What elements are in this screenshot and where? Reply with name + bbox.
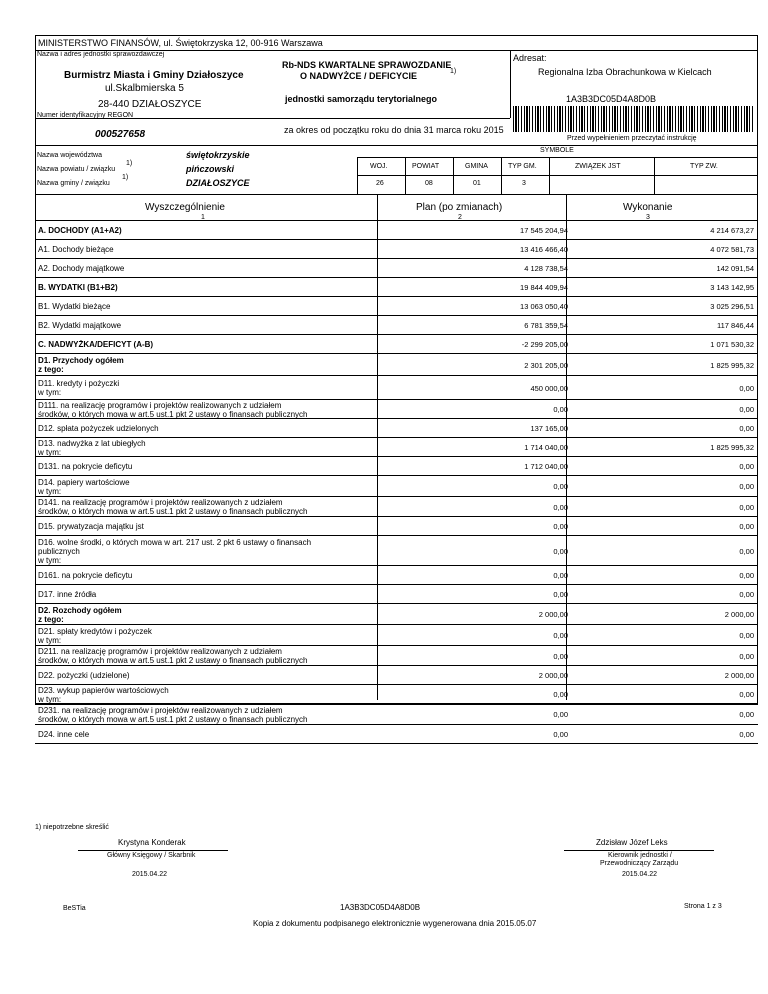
table-row <box>35 566 758 585</box>
row-label: D21. spłaty kredytów i pożyczek w tym: <box>38 627 152 645</box>
unit-name: Burmistrz Miasta i Gminy Działoszyce <box>64 70 244 81</box>
row-label: A2. Dochody majątkowe <box>38 264 125 273</box>
exec-value: 0,00 <box>739 730 754 739</box>
read-instruction: Przed wypełnieniem przeczytać instrukcję <box>567 135 697 142</box>
plan-value: 2 301 205,00 <box>524 361 568 370</box>
barcode-image <box>513 106 755 132</box>
table-row <box>35 419 758 438</box>
table-row <box>35 517 758 536</box>
plan-value: 13 416 466,40 <box>520 245 568 254</box>
commune-caption: Nazwa gminy / związku <box>37 180 110 187</box>
col-num-1: 1 <box>201 214 205 221</box>
table-row <box>35 625 758 646</box>
exec-value: 1 825 995,32 <box>710 361 754 370</box>
plan-value: 0,00 <box>553 503 568 512</box>
plan-value: 137 165,00 <box>530 424 568 433</box>
symbols-caption: SYMBOLE <box>540 147 574 154</box>
symbol-value-typgm: 3 <box>522 180 526 187</box>
left-signer-date: 2015.04.22 <box>132 871 168 878</box>
plan-value: 0,00 <box>553 590 568 599</box>
footnote-mark: 1) <box>450 68 457 75</box>
row-label: D231. na realizację programów i projektów realizowanych z udziałem środków, o których mowa w art.5 ust.1 pkt 2 ustawy o finansach publicznych <box>38 706 308 724</box>
table-row <box>35 704 758 725</box>
symbol-header-gmina: GMINA <box>465 163 488 170</box>
plan-value: 17 545 204,94 <box>520 226 568 235</box>
exec-value: 0,00 <box>739 571 754 580</box>
plan-value: -2 299 205,00 <box>521 340 568 349</box>
report-title-1: Rb-NDS KWARTALNE SPRAWOZDANIE <box>282 60 452 70</box>
table-row <box>35 376 758 400</box>
symbol-header-typgm: TYP GM. <box>508 163 537 170</box>
plan-value: 0,00 <box>553 571 568 580</box>
table-row <box>35 476 758 497</box>
plan-value: 0,00 <box>553 405 568 414</box>
exec-value: 2 000,00 <box>724 610 754 619</box>
voiv-value: świętokrzyskie <box>186 150 250 160</box>
row-label: A. DOCHODY (A1+A2) <box>38 226 122 235</box>
table-row <box>35 725 758 744</box>
exec-value: 0,00 <box>739 590 754 599</box>
voiv-caption: Nazwa województwa <box>37 152 102 159</box>
row-label: D211. na realizację programów i projektów realizowanych z udziałem środków, o których mowa w art.5 ust.1 pkt 2 ustawy o finansach publicznych <box>38 647 308 665</box>
row-label: D11. kredyty i pożyczki w tym: <box>38 379 120 397</box>
row-label: D1. Przychody ogółem z tego: <box>38 356 124 374</box>
col-header-exec: Wykonanie <box>623 202 673 213</box>
table-row <box>35 457 758 476</box>
exec-value: 0,00 <box>739 690 754 699</box>
col-num-3: 3 <box>646 214 650 221</box>
exec-value: 0,00 <box>739 482 754 491</box>
regon-caption: Numer identyfikacyjny REGON <box>37 112 134 119</box>
symbol-value-woj: 26 <box>376 180 384 187</box>
exec-value: 0,00 <box>739 710 754 719</box>
table-row <box>35 685 758 704</box>
row-label: D16. wolne środki, o których mowa w art. 217 ust. 2 pkt 6 ustawy o finansach publicznych w tym: <box>38 538 312 565</box>
row-label: D23. wykup papierów wartościowych w tym: <box>38 686 169 704</box>
left-signer-role: Główny Księgowy / Skarbnik <box>107 852 196 859</box>
row-label: B. WYDATKI (B1+B2) <box>38 283 118 292</box>
row-label: D111. na realizację programów i projektów realizowanych z udziałem środków, o których mowa w art.5 ust.1 pkt 2 ustawy o finansach publicznych <box>38 401 308 419</box>
col-header-plan: Plan (po zmianach) <box>416 202 503 213</box>
page-number: Strona 1 z 3 <box>684 903 722 910</box>
table-row <box>35 221 758 240</box>
row-label: D17. inne źródła <box>38 590 97 599</box>
exec-value: 142 091,54 <box>716 264 754 273</box>
table-row <box>35 240 758 259</box>
row-label: B1. Wydatki bieżące <box>38 302 111 311</box>
regon-value: 000527658 <box>95 129 146 140</box>
row-label: D14. papiery wartościowe w tym: <box>38 478 130 496</box>
exec-value: 1 825 995,32 <box>710 443 754 452</box>
exec-value: 0,00 <box>739 424 754 433</box>
exec-value: 0,00 <box>739 462 754 471</box>
footer-doc-code: 1A3B3DC05D4A8D0B <box>340 903 421 912</box>
plan-value: 0,00 <box>553 690 568 699</box>
plan-value: 0,00 <box>553 631 568 640</box>
county-caption: Nazwa powiatu / związku <box>37 166 116 173</box>
exec-value: 117 846,44 <box>717 321 754 330</box>
table-row <box>35 646 758 666</box>
plan-value: 0,00 <box>553 730 568 739</box>
symbol-value-powiat: 08 <box>425 180 433 187</box>
table-row <box>35 497 758 517</box>
symbol-header-powiat: POWIAT <box>412 163 440 170</box>
table-row <box>35 316 758 335</box>
unit-city: 28-440 DZIAŁOSZYCE <box>98 99 202 110</box>
table-row <box>35 438 758 457</box>
footnote: 1) niepotrzebne skreślić <box>35 824 109 831</box>
row-label: D2. Rozchody ogółem z tego: <box>38 606 122 624</box>
plan-value: 1 714 040,00 <box>524 443 568 452</box>
plan-value: 6 781 359,54 <box>524 321 568 330</box>
unit-street: ul.Skalbmierska 5 <box>105 83 184 94</box>
row-label: D13. nadwyżka z lat ubiegłych w tym: <box>38 439 146 457</box>
row-label: D141. na realizację programów i projektów realizowanych z udziałem środków, o których mowa w art.5 ust.1 pkt 2 ustawy o finansach publicznych <box>38 498 308 516</box>
row-label: D12. spłata pożyczek udzielonych <box>38 424 159 433</box>
commune-value: DZIAŁOSZYCE <box>186 178 250 188</box>
table-row <box>35 354 758 376</box>
table-row <box>35 604 758 625</box>
table-row <box>35 536 758 566</box>
exec-value: 2 000,00 <box>724 671 754 680</box>
exec-value: 1 071 530,32 <box>710 340 754 349</box>
symbol-value-gmina: 01 <box>473 180 481 187</box>
period-text: za okres od początku roku do dnia 31 marca roku 2015 <box>284 125 504 135</box>
row-label: D131. na pokrycie deficytu <box>38 462 133 471</box>
unit-caption: Nazwa i adres jednostki sprawozdawczej <box>37 51 165 58</box>
table-row <box>35 335 758 354</box>
table-row <box>35 585 758 604</box>
county-value: pińczowski <box>186 164 235 174</box>
right-signer-name: Zdzisław Józef Leks <box>596 838 668 847</box>
exec-value: 3 143 142,95 <box>710 283 754 292</box>
plan-value: 0,00 <box>553 482 568 491</box>
exec-value: 0,00 <box>739 522 754 531</box>
exec-value: 4 214 673,27 <box>710 226 754 235</box>
right-signer-date: 2015.04.22 <box>622 871 658 878</box>
addressee-caption: Adresat: <box>513 53 547 63</box>
doc-code: 1A3B3DC05D4A8D0B <box>566 94 657 104</box>
plan-value: 4 128 738,54 <box>524 264 568 273</box>
ministry-line: MINISTERSTWO FINANSÓW, ul. Świętokrzyska 12, 00-916 Warszawa <box>38 38 323 48</box>
plan-value: 0,00 <box>553 710 568 719</box>
row-label: D161. na pokrycie deficytu <box>38 571 133 580</box>
plan-value: 0,00 <box>553 547 568 556</box>
plan-value: 1 712 040,00 <box>524 462 568 471</box>
symbol-header-woj: WOJ. <box>370 163 388 170</box>
symbol-header-typzw: TYP ZW. <box>690 163 718 170</box>
right-signer-role-1: Kierownik jednostki / <box>608 852 672 859</box>
table-row <box>35 666 758 685</box>
exec-value: 0,00 <box>739 503 754 512</box>
plan-value: 450 000,00 <box>530 384 568 393</box>
plan-value: 19 844 409,94 <box>520 283 568 292</box>
plan-value: 0,00 <box>553 522 568 531</box>
plan-value: 0,00 <box>553 652 568 661</box>
row-label: D22. pożyczki (udzielone) <box>38 671 130 680</box>
report-title-2: O NADWYŻCE / DEFICYCIE <box>300 71 418 81</box>
report-subtitle: jednostki samorządu terytorialnego <box>285 94 438 104</box>
row-label: D24. inne cele <box>38 730 90 739</box>
table-row <box>35 259 758 278</box>
symbol-header-zwiazek: ZWIĄZEK JST <box>575 163 621 170</box>
right-signer-role-2: Przewodniczący Zarządu <box>600 860 679 867</box>
left-signer-name: Krystyna Konderak <box>118 838 186 847</box>
plan-value: 2 000,00 <box>538 671 568 680</box>
addressee: Regionalna Izba Obrachunkowa w Kielcach <box>538 67 712 77</box>
exec-value: 4 072 581,73 <box>710 245 754 254</box>
row-label: A1. Dochody bieżące <box>38 245 114 254</box>
exec-value: 0,00 <box>739 631 754 640</box>
plan-value: 2 000,00 <box>538 610 568 619</box>
software-name: BeSTia <box>63 905 86 912</box>
exec-value: 0,00 <box>739 547 754 556</box>
row-label: D15. prywatyzacja majątku jst <box>38 522 144 531</box>
exec-value: 3 025 296,51 <box>710 302 754 311</box>
copy-note: Kopia z dokumentu podpisanego elektronicznie wygenerowana dnia 2015.05.07 <box>253 919 537 928</box>
table-row <box>35 278 758 297</box>
table-row <box>35 297 758 316</box>
col-num-2: 2 <box>458 214 462 221</box>
exec-value: 0,00 <box>739 652 754 661</box>
exec-value: 0,00 <box>739 384 754 393</box>
col-header-desc: Wyszczególnienie <box>145 202 225 213</box>
row-label: B2. Wydatki majątkowe <box>38 321 122 330</box>
row-label: C. NADWYŻKA/DEFICYT (A-B) <box>38 340 154 349</box>
exec-value: 0,00 <box>739 405 754 414</box>
table-row <box>35 400 758 419</box>
plan-value: 13 063 050,40 <box>520 302 568 311</box>
